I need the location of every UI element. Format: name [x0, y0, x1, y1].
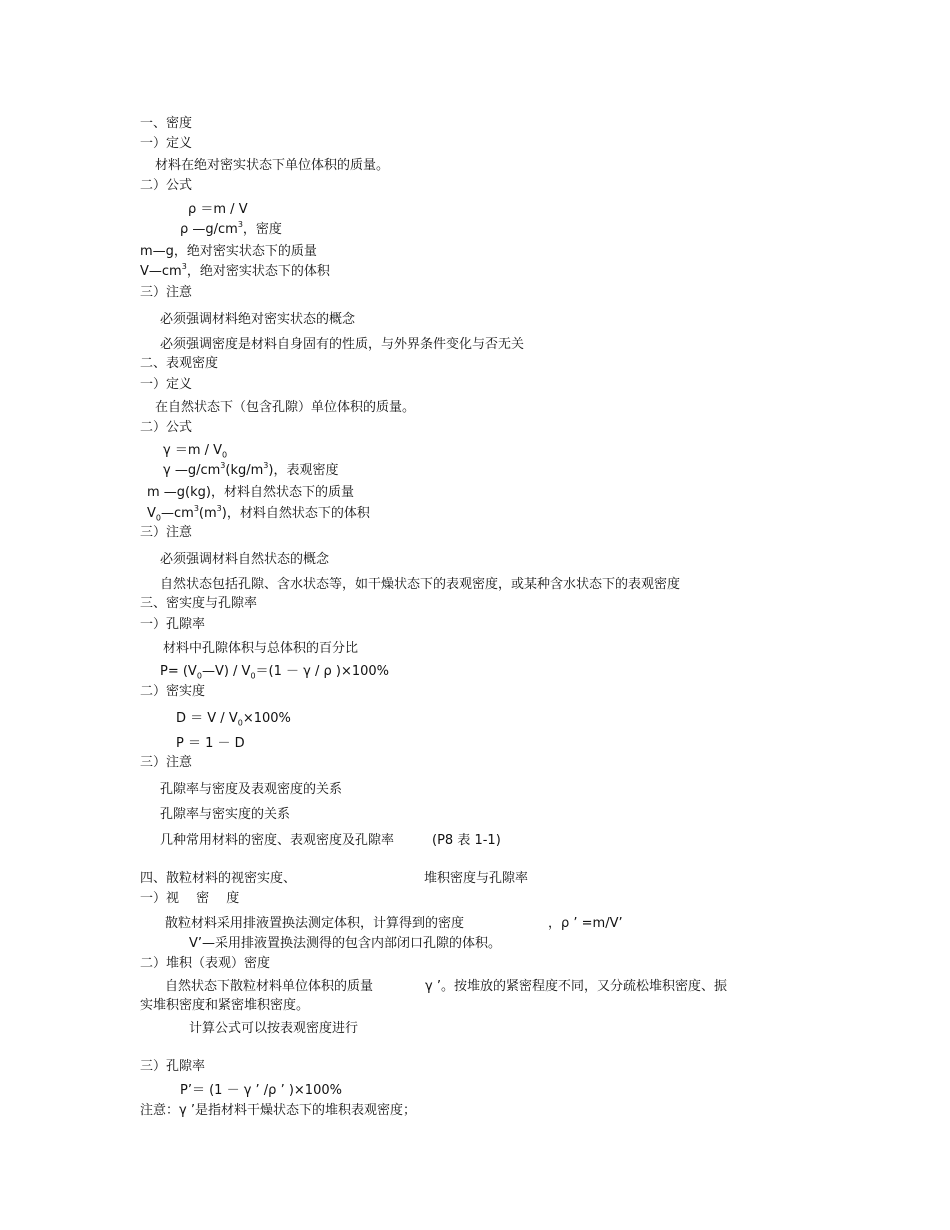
- section-1-definition-text: 材料在绝对密实状态下单位体积的质量。: [155, 158, 390, 173]
- natural-volume-line: $V_0—cm^3(m^3)$，材料自然状态下的体积: [147, 503, 370, 523]
- mass-definition-line: m—g，绝对密实状态下的质量: [140, 244, 317, 259]
- density-formula: ρ ＝m / V: [188, 202, 248, 217]
- section-1-note-1: 必须强调材料绝对密实状态的概念: [160, 312, 356, 327]
- section-2-definition-text: 在自然状态下（包含孔隙）单位体积的质量。: [155, 400, 416, 415]
- section-2-heading: 二、表观密度: [140, 356, 219, 371]
- section-2-note-heading: 三）注意: [140, 525, 193, 540]
- apparent-volume-definition: V’—采用排液置换法测得的包含内部闭口孔隙的体积。: [189, 936, 502, 951]
- natural-mass-line: m —g(kg)，材料自然状态下的质量: [147, 485, 354, 500]
- bulk-porosity-formula: P’＝ (1 － γ ’ /ρ ’ )×100%: [180, 1083, 342, 1098]
- apparent-compactness-heading: 一）视 密 度: [140, 891, 240, 906]
- section-1-formula-heading: 二）公式: [140, 178, 193, 193]
- section-1-definition-heading: 一）定义: [140, 136, 193, 151]
- bulk-density-text-3: 计算公式可以按表观密度进行: [189, 1021, 359, 1036]
- section-1-note-2: 必须强调密度是材料自身固有的性质，与外界条件变化与否无关: [160, 337, 525, 352]
- section-3-note-2: 孔隙率与密实度的关系: [160, 807, 291, 822]
- porosity-formula: $P= (V_0—V) / V_0=(1 - \gamma / \rho$ )×100%: [160, 664, 390, 681]
- bulk-density-heading: 二）堆积（表观）密度: [140, 956, 271, 971]
- volume-definition-line: $V—cm^3$，绝对密实状态下的体积: [140, 261, 330, 279]
- section-2-definition-heading: 一）定义: [140, 377, 193, 392]
- density-unit-line: ρ $—g/cm^3$，密度: [180, 219, 282, 237]
- bulk-density-text-2: 实堆积密度和紧密堆积密度。: [140, 998, 310, 1013]
- section-1-heading: 一、密度: [140, 116, 193, 131]
- apparent-compactness-text: 散粒材料采用排液置换法测定体积，计算得到的密度 ，ρ ’ =m/V’: [165, 916, 623, 931]
- compactness-heading: 二）密实度: [140, 684, 206, 699]
- porosity-definition: 材料中孔隙体积与总体积的百分比: [163, 641, 359, 656]
- section-3-note-heading: 三）注意: [140, 755, 193, 770]
- section-2-note-2: 自然状态包括孔隙、含水状态等，如干燥状态下的表观密度，或某种含水状态下的表观密度: [160, 577, 681, 592]
- section-3-note-1: 孔隙率与密度及表观密度的关系: [160, 782, 343, 797]
- porosity-heading: 一）孔隙率: [140, 617, 206, 632]
- compactness-formula: $D = V / V_0\times 100\%$: [176, 711, 291, 728]
- section-3-heading: 三、密实度与孔隙率: [140, 596, 258, 611]
- section-3-note-3: 几种常用材料的密度、表观密度及孔隙率 (P8 表 1-1): [160, 833, 501, 848]
- apparent-density-formula: $\gamma =m / V_0$: [163, 443, 228, 460]
- porosity-compactness-formula: P ＝ 1 － D: [176, 736, 245, 751]
- section-2-formula-heading: 二）公式: [140, 420, 193, 435]
- bulk-porosity-heading: 三）孔隙率: [140, 1059, 206, 1074]
- section-2-note-1: 必须强调材料自然状态的概念: [160, 552, 330, 567]
- section-4-heading: 四、散粒材料的视密实度、 堆积密度与孔隙率: [140, 871, 529, 886]
- section-1-note-heading: 三）注意: [140, 285, 193, 300]
- bulk-density-note: 注意：γ ’是指材料干燥状态下的堆积表观密度；: [140, 1103, 416, 1118]
- bulk-density-text-1: 自然状态下散粒材料单位体积的质量 γ ’。按堆放的紧密程度不同，又分疏松堆积密度、振: [165, 979, 727, 994]
- apparent-density-unit-line: γ $—g/cm^3(kg/m^3)$，表观密度: [163, 460, 339, 478]
